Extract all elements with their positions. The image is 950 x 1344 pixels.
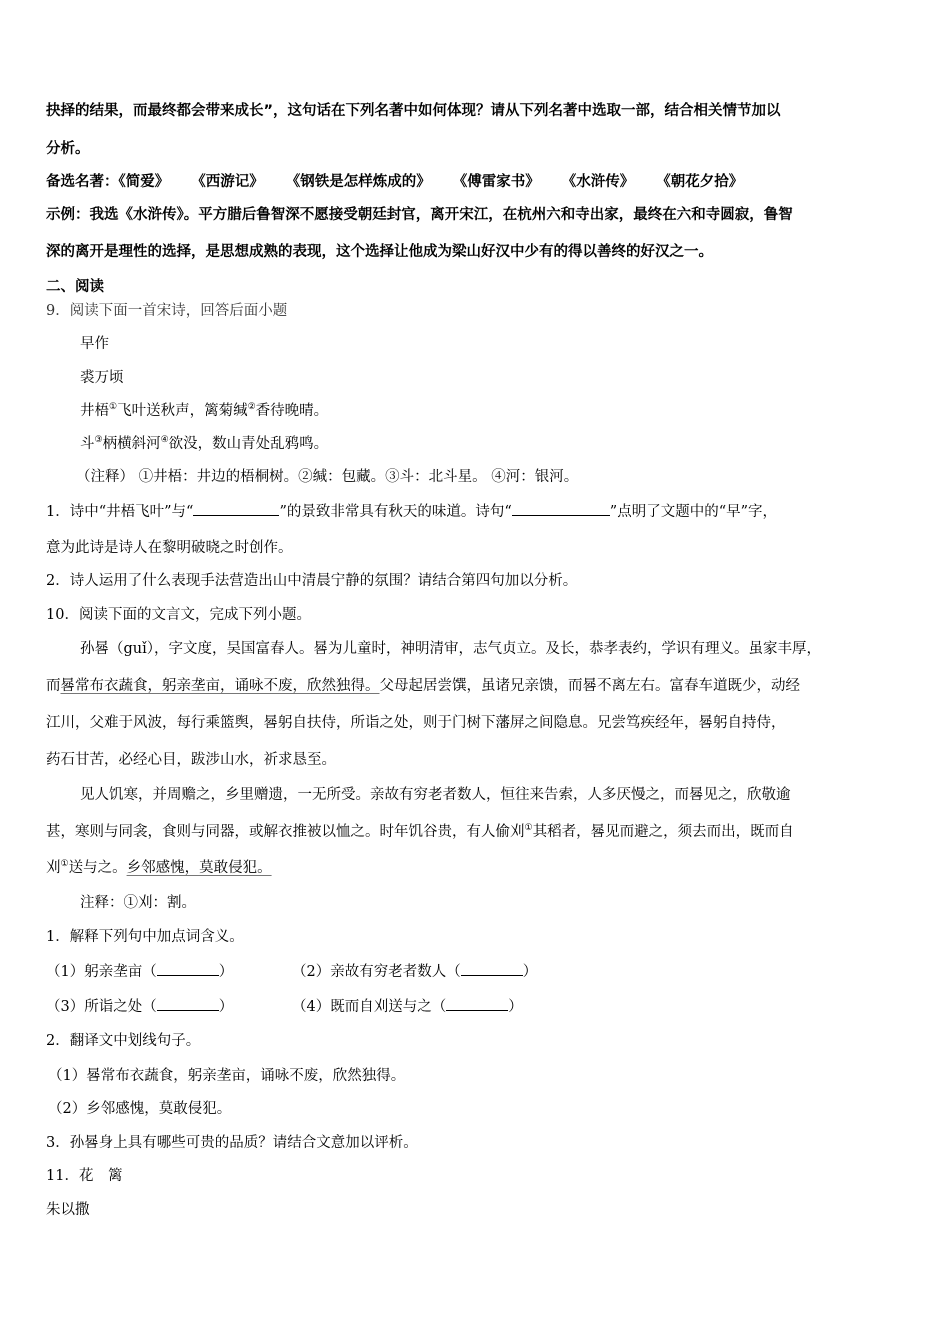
paren-close: ） — [522, 964, 538, 980]
passage-line: 孙晷（guǐ），字文度，吴国富春人。晷为儿童时，神明清审，志气贞立。及长，恭孝表约，学识有理义。虽家丰厚， — [80, 641, 822, 657]
sub-item — [292, 961, 537, 982]
footnote-marker: ① — [109, 402, 118, 412]
poem-line — [80, 434, 328, 454]
poem-text: 柄横斜河 — [102, 436, 161, 452]
poem-author: 裘万顷 — [80, 370, 124, 386]
poem-title: 早作 — [80, 336, 109, 352]
sub-item-label: （4）既而自刈送与之（ — [292, 999, 447, 1015]
book-option: 《钢铁是怎样炼成的》 — [285, 174, 431, 190]
poem-line — [80, 401, 328, 421]
sub-question-1: 1．解释下列句中加点词含义。 — [46, 929, 244, 945]
question-10-title: 10．阅读下面的文言文，完成下列小题。 — [46, 607, 311, 623]
poem-text: 斗 — [80, 436, 95, 452]
passage-line: 江川，父难于风波，每行乘篮舆，晷躬自扶侍，所诣之处，则于门树下藩屏之间隐息。兄尝笃疾经年，晷躬自持侍， — [46, 715, 786, 731]
book-option: 《简爱》 — [118, 174, 170, 190]
sub-question-1 — [46, 501, 777, 522]
poem-text: 井梧 — [80, 403, 109, 419]
example-line: 示例：我选《水浒传》。平方腊后鲁智深不愿接受朝廷封官，离开宋江，在杭州六和寺出家，最终在六和寺圆寂，鲁智 — [46, 207, 793, 223]
book-options — [46, 172, 743, 192]
passage-text: 送与之。 — [68, 860, 127, 876]
passage-text: 其稻者，晷见而避之，须去而出，既而自 — [532, 824, 794, 840]
example-line: 深的离开是理性的选择，是思想成熟的表现，这个选择让他成为梁山好汉中少有的得以善终的好汉之一。 — [46, 244, 713, 260]
footnote-marker: ① — [60, 859, 69, 869]
paren-close: ） — [508, 999, 523, 1015]
books-label: 备选名著： — [46, 174, 119, 190]
book-option: 《西游记》 — [191, 174, 264, 190]
passage-annotation: 注释：①刈：割。 — [80, 895, 196, 911]
sub-item: （1）晷常布衣蔬食，躬亲垄亩，诵咏不废，欣然独得。 — [48, 1068, 406, 1084]
question-text: ”点明了文题中的“早”字， — [609, 504, 778, 520]
paren-close: ） — [218, 999, 234, 1015]
sub-item — [46, 961, 233, 982]
passage-line: 见人饥寒，并周赡之，乡里赠遗，一无所受。亲故有穷老者数人，恒往来告索，人多厌慢之，而晷见之，欣敬逾 — [80, 787, 791, 803]
paren-close: ） — [218, 964, 234, 980]
passage-line — [46, 822, 794, 842]
answer-blank[interactable] — [461, 961, 523, 976]
sub-item-label: （2）亲故有穷老者数人（ — [292, 964, 461, 980]
book-option: 《水浒传》 — [561, 174, 635, 190]
footnote-marker: ② — [247, 402, 256, 412]
sub-question-2: 2．诗人运用了什么表现手法营造出山中清晨宁静的氛围？请结合第四句加以分析。 — [46, 573, 578, 589]
sub-question-2: 2．翻译文中划线句子。 — [46, 1033, 201, 1049]
poem-text: 飞叶送秋声，篱菊缄 — [117, 403, 248, 419]
poem-text: 香待晚晴。 — [255, 403, 329, 419]
underlined-sentence: 晷常布衣蔬食，躬亲垄亩，诵咏不废，欣然独得。 — [60, 678, 380, 694]
footnote-marker: ④ — [160, 435, 169, 445]
answer-blank[interactable] — [446, 996, 508, 1011]
passage-text: 父母起居尝馔，虽诸兄亲馈，而晷不离左右。富春车道既少，动经 — [379, 678, 800, 694]
sub-question-3: 3．孙晷身上具有哪些可贵的品质？请结合文意加以评析。 — [46, 1135, 418, 1151]
sub-item-label: （1）躬亲垄亩（ — [46, 964, 157, 980]
question-9-title: 9．阅读下面一首宋诗，回答后面小题 — [46, 303, 288, 319]
footnote-marker: ① — [524, 823, 533, 833]
underlined-sentence: 乡邻感愧，莫敢侵犯。 — [126, 860, 272, 876]
question-text-line: 意为此诗是诗人在黎明破晓之时创作。 — [46, 540, 293, 556]
question-text: 1．诗中“井梧飞叶”与“ — [46, 504, 194, 520]
passage-line — [46, 858, 272, 878]
section-title: 二、阅读 — [46, 279, 104, 295]
question-text-line: 分析。 — [46, 141, 90, 157]
passage-text: 刈 — [46, 860, 61, 876]
article-author: 朱以撒 — [46, 1202, 90, 1218]
sub-item: （2）乡邻感愧，莫敢侵犯。 — [48, 1101, 232, 1117]
passage-text: 甚，寒则与同衾，食则与同器，或解衣推被以恤之。时年饥谷贵，有人偷刈 — [46, 824, 525, 840]
answer-blank[interactable] — [157, 961, 219, 976]
sub-item — [292, 996, 523, 1017]
passage-text: 而 — [46, 678, 61, 694]
poem-text: 欲没，数山青处乱鸦鸣。 — [168, 436, 329, 452]
answer-blank[interactable] — [512, 501, 610, 516]
question-text-line: 抉择的结果，而最终都会带来成长”，这句话在下列名著中如何体现？请从下列名著中选取一部，结合相关情节加以 — [46, 103, 781, 119]
passage-line: 药石甘苦，必经心目，跋涉山水，祈求恳至。 — [46, 752, 336, 768]
question-text: ”的景致非常具有秋天的味道。诗句“ — [279, 504, 512, 520]
footnote-marker: ③ — [94, 435, 103, 445]
passage-line — [46, 676, 800, 696]
question-11-title: 11．花 篱 — [46, 1168, 123, 1184]
sub-item-label: （3）所诣之处（ — [46, 999, 157, 1015]
book-option: 《傅雷家书》 — [452, 174, 540, 190]
sub-item — [46, 996, 233, 1017]
poem-annotation: （注释） ①井梧：井边的梧桐树。②缄：包藏。③斗：北斗星。 ④河：银河。 — [76, 469, 579, 485]
book-option: 《朝花夕拾》 — [656, 174, 744, 190]
answer-blank[interactable] — [157, 996, 219, 1011]
answer-blank[interactable] — [193, 501, 279, 516]
